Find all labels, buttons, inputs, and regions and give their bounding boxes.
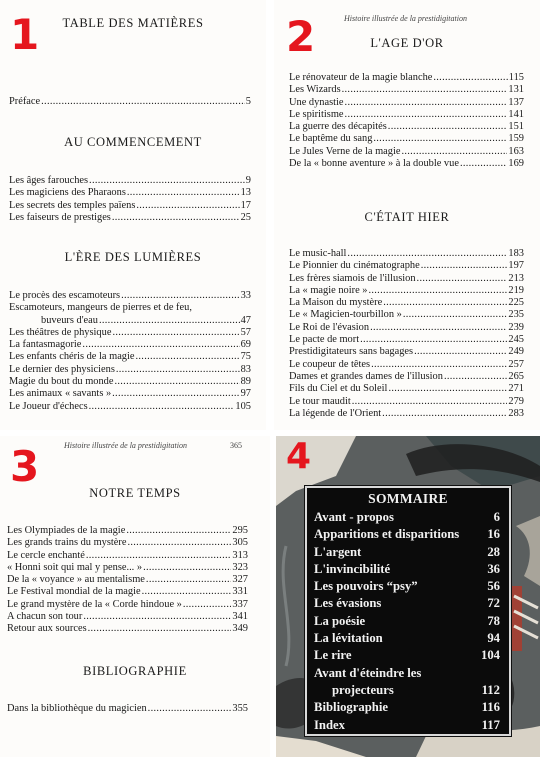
entry-page: 341 xyxy=(232,611,248,623)
entry-page: 323 xyxy=(232,561,248,573)
entry-page: 78 xyxy=(487,613,500,628)
toc-entry[interactable] xyxy=(7,537,248,549)
entry-title: Le rire xyxy=(314,648,352,663)
leader-dots xyxy=(388,121,508,133)
entry-title: « Honni soit qui mal y pense... » xyxy=(7,561,143,573)
entry-title: Bibliographie xyxy=(314,700,389,715)
toc-entry[interactable] xyxy=(7,611,248,623)
entry-title: Le Jules Verne de la magie xyxy=(289,145,401,157)
toc-entry[interactable] xyxy=(7,562,248,574)
entry-page: 271 xyxy=(508,383,524,395)
entry-title: Apparitions et disparitions xyxy=(314,527,460,542)
page-title: TABLE DES MATIÈRES xyxy=(62,16,204,30)
toc-entry[interactable] xyxy=(9,212,251,224)
running-head: Histoire illustrée de la prestidigitation xyxy=(344,14,467,23)
entry-title: Le cercle enchanté xyxy=(7,549,85,561)
entry-page: 56 xyxy=(487,579,500,594)
entry-title: La fantasmagorie xyxy=(9,339,82,351)
running-head: Histoire illustrée de la prestidigitation xyxy=(64,441,187,450)
leader-dots xyxy=(401,146,507,158)
toc-entry[interactable] xyxy=(289,97,524,109)
entry-page: 89 xyxy=(240,376,251,388)
toc-entry[interactable] xyxy=(7,574,248,586)
entry-title: La légende de l'Orient xyxy=(289,407,382,419)
toc-entry[interactable] xyxy=(7,586,248,598)
entry-title: Une dynastie xyxy=(289,96,344,108)
toc-entry[interactable] xyxy=(9,315,251,327)
leader-dots xyxy=(112,327,239,339)
entry-title: Le procès des escamoteurs xyxy=(9,290,121,301)
toc-entry[interactable] xyxy=(9,175,251,187)
entry-page: 69 xyxy=(240,339,251,351)
entry-title: Les évasions xyxy=(314,596,382,611)
entry-title: Les théâtres de physique xyxy=(9,326,112,338)
toc-entry[interactable] xyxy=(289,109,524,121)
entry-page: 331 xyxy=(232,586,248,598)
leader-dots xyxy=(112,212,240,224)
toc-entry[interactable] xyxy=(289,146,524,158)
section-heading: AU COMMENCEMENT xyxy=(64,135,202,149)
entry-page: 337 xyxy=(232,598,248,610)
entry-title: Les magiciens des Pharaons xyxy=(9,187,126,199)
sommaire-entry[interactable] xyxy=(314,647,502,664)
entry-title: Avant d'éteindre les xyxy=(314,665,422,680)
section-au-commencement xyxy=(9,175,251,224)
leader-dots xyxy=(414,346,507,358)
section-c-etait-hier xyxy=(289,248,524,420)
entry-title: Le baptême du sang xyxy=(289,133,373,145)
toc-entry[interactable] xyxy=(289,133,524,145)
toc-entry[interactable] xyxy=(7,550,248,562)
entry-title: Magie du bout du monde xyxy=(9,376,114,388)
entry-page: 163 xyxy=(508,145,524,157)
leader-dots xyxy=(121,290,240,302)
leader-dots xyxy=(88,623,232,635)
entry-page: 112 xyxy=(481,682,500,697)
entry-title: De la « bonne aventure » à la double vue xyxy=(289,158,459,170)
entry-page: 9 xyxy=(245,175,251,186)
section-heading: L'AGE D'OR xyxy=(370,36,444,50)
entry-title: Index xyxy=(314,717,346,732)
page-number: 365 xyxy=(230,441,242,450)
toc-entry[interactable] xyxy=(289,396,524,408)
leader-dots xyxy=(417,273,508,285)
entry-page: 16 xyxy=(487,527,500,542)
toc-entry[interactable] xyxy=(289,297,524,309)
entry-title: Le Pionnier du cinématographe xyxy=(289,260,420,272)
entry-page: 265 xyxy=(508,370,524,382)
leader-dots xyxy=(86,550,232,562)
leader-dots xyxy=(360,334,507,346)
sommaire-entry[interactable] xyxy=(314,509,502,526)
leader-dots xyxy=(114,376,239,388)
entry-page: 117 xyxy=(481,717,500,732)
leader-dots xyxy=(368,285,507,297)
entry-page: 225 xyxy=(508,297,524,309)
leader-dots xyxy=(83,611,231,623)
leader-dots xyxy=(82,339,239,351)
section-heading: NOTRE TEMPS xyxy=(89,486,181,500)
entry-page: 295 xyxy=(232,525,248,536)
toc-entry[interactable] xyxy=(9,351,251,363)
toc-page-2 xyxy=(274,0,540,430)
entry-title: De la « voyance » au mentalisme xyxy=(7,574,145,586)
entry-title: Prestidigitateurs sans bagages xyxy=(289,346,414,358)
entry-page: 327 xyxy=(232,574,248,586)
bleed-through-text xyxy=(8,60,11,72)
entry-title: Les secrets des temples païens xyxy=(9,199,136,211)
entry-title: buveurs d'eau xyxy=(41,314,98,326)
entry-title: La « magie noire » xyxy=(289,284,368,296)
section-heading: BIBLIOGRAPHIE xyxy=(83,664,187,678)
entry-page: 94 xyxy=(487,631,500,646)
entry-page: 36 xyxy=(487,561,500,576)
toc-page-3 xyxy=(0,436,270,757)
entry-title: Dames et grandes dames de l'illusion xyxy=(289,370,443,382)
entry-title: Le dernier des physiciens xyxy=(9,363,115,375)
sommaire-entry[interactable] xyxy=(314,526,502,543)
entry-page: 355 xyxy=(232,703,248,714)
entry-page: 141 xyxy=(508,108,524,120)
toc-entry[interactable] xyxy=(289,359,524,371)
entry-page: 75 xyxy=(240,351,251,363)
leader-dots xyxy=(143,562,231,574)
entry-title: Les enfants chéris de la magie xyxy=(9,351,135,363)
leader-dots xyxy=(345,109,508,121)
sommaire-entry[interactable] xyxy=(314,613,502,630)
sommaire-entry[interactable] xyxy=(314,665,502,682)
entry-title: Le rénovateur de la magie blanche xyxy=(289,72,433,83)
section-heading: C'ÉTAIT HIER xyxy=(364,210,450,224)
entry-page: 17 xyxy=(240,199,251,211)
entry-title: Les pouvoirs “psy” xyxy=(314,579,418,594)
entry-page: 116 xyxy=(481,700,500,715)
entry-page: 97 xyxy=(240,388,251,400)
entry-title: Le « Magicien-tourbillon » xyxy=(289,309,402,321)
leader-dots xyxy=(142,586,232,598)
leader-dots xyxy=(373,133,507,145)
entry-page: 245 xyxy=(508,334,524,346)
leader-dots xyxy=(444,371,507,383)
entry-title: L'argent xyxy=(314,544,362,559)
entry-title: Les Olympiades de la magie xyxy=(7,525,126,536)
entry-page: 249 xyxy=(508,346,524,358)
sommaire-entry[interactable] xyxy=(314,682,502,699)
toc-entry[interactable] xyxy=(9,187,251,199)
entry-title: Le music-hall xyxy=(289,248,347,259)
entry-page: 283 xyxy=(508,407,524,419)
entry-title: Le Roi de l'évasion xyxy=(289,321,370,333)
entry-page: 57 xyxy=(240,326,251,338)
entry-page: 235 xyxy=(508,309,524,321)
sommaire-entry[interactable] xyxy=(314,630,502,647)
leader-dots xyxy=(421,260,508,272)
leader-dots xyxy=(127,537,231,549)
toc-entry-preface[interactable] xyxy=(9,96,251,108)
toc-entry[interactable] xyxy=(289,285,524,297)
entry-title: L'invincibilité xyxy=(314,561,391,576)
sommaire-box xyxy=(305,486,511,736)
toc-entry[interactable] xyxy=(289,371,524,383)
entry-page: 25 xyxy=(240,211,251,223)
toc-entry[interactable] xyxy=(9,200,251,212)
entry-page: 213 xyxy=(508,272,524,284)
entry-title: Dans la bibliothèque du magicien xyxy=(7,703,147,714)
leader-dots xyxy=(89,401,235,413)
toc-entry[interactable] xyxy=(289,346,524,358)
entry-title: Les faiseurs de prestiges xyxy=(9,211,111,223)
toc-entry[interactable] xyxy=(289,383,524,395)
leader-dots xyxy=(347,248,507,260)
entry-title: Les grands trains du mystère xyxy=(7,537,127,549)
leader-dots xyxy=(89,175,245,187)
leader-dots xyxy=(383,297,507,309)
entry-page: 104 xyxy=(480,648,500,663)
section-notre-temps xyxy=(7,525,248,636)
sommaire-entry[interactable] xyxy=(314,561,502,578)
entry-page: 5 xyxy=(245,96,251,107)
toc-entry[interactable] xyxy=(289,158,524,170)
entry-title: Le pacte de mort xyxy=(289,334,360,346)
entry-page: 13 xyxy=(240,187,251,199)
leader-dots xyxy=(352,396,508,408)
entry-page: 279 xyxy=(508,395,524,407)
red-marker-2: 2 xyxy=(286,12,316,61)
sommaire-entry[interactable] xyxy=(314,544,502,561)
entry-title: Le Festival mondial de la magie xyxy=(7,586,141,598)
leader-dots xyxy=(112,388,239,400)
entry-page: 6 xyxy=(493,510,500,524)
entry-page: 47 xyxy=(240,314,251,326)
leader-dots xyxy=(136,200,239,212)
entry-title: La lévitation xyxy=(314,631,383,646)
entry-title: Escamoteurs, mangeurs de pierres et de feu, xyxy=(9,302,192,314)
section-heading: L'ÈRE DES LUMIÈRES xyxy=(64,250,202,264)
leader-dots xyxy=(345,97,508,109)
toc-entry[interactable] xyxy=(289,273,524,285)
entry-title: La Maison du mystère xyxy=(289,297,383,309)
intro-list xyxy=(9,96,251,108)
entry-page: 313 xyxy=(232,549,248,561)
entry-title: projecteurs xyxy=(332,682,394,697)
red-marker-4: 4 xyxy=(286,436,312,477)
entry-page: 83 xyxy=(240,363,251,375)
leader-dots xyxy=(371,359,507,371)
toc-entry[interactable] xyxy=(289,260,524,272)
entry-title: Les frères siamois de l'illusion xyxy=(289,272,416,284)
entry-title: Le grand mystère de la « Corde hindoue » xyxy=(7,598,182,610)
entry-title: Le Joueur d'échecs xyxy=(9,400,88,412)
leader-dots xyxy=(388,383,507,395)
entry-title: Le tour maudit xyxy=(289,395,351,407)
sommaire-title: SOMMAIRE xyxy=(368,491,448,506)
entry-page: 349 xyxy=(232,623,248,635)
entry-page: 169 xyxy=(508,158,524,170)
entry-page: 72 xyxy=(487,596,500,611)
leader-dots xyxy=(382,408,507,420)
leader-dots xyxy=(370,322,507,334)
toc-entry[interactable] xyxy=(289,309,524,321)
toc-entry[interactable] xyxy=(289,121,524,133)
toc-entry[interactable] xyxy=(9,388,251,400)
toc-entry[interactable] xyxy=(9,339,251,351)
entry-page: 159 xyxy=(508,133,524,145)
toc-entry[interactable] xyxy=(289,84,524,96)
leader-dots xyxy=(127,187,240,199)
sommaire-entry[interactable] xyxy=(314,699,502,716)
entry-title: Avant - propos xyxy=(314,510,394,524)
sommaire-cover xyxy=(276,436,540,757)
leader-dots xyxy=(116,364,240,376)
entry-title: La guerre des décapités xyxy=(289,121,387,133)
entry-page: 151 xyxy=(508,121,524,133)
entry-title: A chacun son tour xyxy=(7,611,83,623)
sommaire-entry[interactable] xyxy=(314,578,502,595)
entry-page: 33 xyxy=(240,290,251,301)
entry-page: 183 xyxy=(508,248,524,259)
leader-dots xyxy=(146,574,231,586)
entry-title: Les Wizards xyxy=(289,84,341,96)
red-marker-3: 3 xyxy=(10,442,40,491)
entry-title: Préface xyxy=(9,96,41,107)
toc-entry[interactable] xyxy=(289,408,524,420)
sommaire-entry[interactable] xyxy=(314,595,502,612)
leader-dots xyxy=(433,72,507,84)
section-ere-des-lumieres xyxy=(9,290,251,413)
entry-page: 197 xyxy=(508,260,524,272)
toc-entry[interactable] xyxy=(7,703,248,715)
entry-page: 131 xyxy=(508,84,524,96)
toc-entry[interactable] xyxy=(289,248,524,260)
leader-dots xyxy=(126,525,231,537)
toc-entry[interactable] xyxy=(9,290,251,302)
entry-page: 105 xyxy=(235,400,251,412)
toc-entry[interactable] xyxy=(7,525,248,537)
toc-page-1 xyxy=(0,0,266,430)
leader-dots xyxy=(460,158,507,170)
toc-entry[interactable] xyxy=(7,623,248,635)
toc-entry[interactable] xyxy=(9,302,251,314)
entry-title: Les âges farouches xyxy=(9,175,89,186)
toc-entry[interactable] xyxy=(9,364,251,376)
toc-entry[interactable] xyxy=(7,599,248,611)
leader-dots xyxy=(99,315,240,327)
leader-dots xyxy=(183,599,232,611)
leader-dots xyxy=(403,309,508,321)
red-marker-1: 1 xyxy=(10,10,40,59)
leader-dots xyxy=(41,96,245,108)
entry-page: 137 xyxy=(508,96,524,108)
entry-page: 239 xyxy=(508,321,524,333)
entry-page: 305 xyxy=(232,537,248,549)
toc-entry[interactable] xyxy=(9,401,251,413)
leader-dots xyxy=(342,84,508,96)
entry-page: 219 xyxy=(508,284,524,296)
entry-page: 257 xyxy=(508,358,524,370)
entry-title: Retour aux sources xyxy=(7,623,87,635)
entry-title: La poésie xyxy=(314,613,366,628)
toc-entry[interactable] xyxy=(289,72,524,84)
entry-title: Fils du Ciel et du Soleil xyxy=(289,383,388,395)
toc-entry[interactable] xyxy=(9,327,251,339)
toc-entry[interactable] xyxy=(289,322,524,334)
entry-title: Le spiritisme xyxy=(289,108,344,120)
leader-dots xyxy=(148,703,232,715)
entry-page: 115 xyxy=(508,72,524,83)
leader-dots xyxy=(136,351,240,363)
entry-title: Le coupeur de têtes xyxy=(289,358,371,370)
entry-title: Les animaux « savants » xyxy=(9,388,112,400)
entry-page: 28 xyxy=(487,544,500,559)
toc-entry[interactable] xyxy=(9,376,251,388)
sommaire-list xyxy=(314,509,502,734)
toc-entry[interactable] xyxy=(289,334,524,346)
section-bibliographie xyxy=(7,703,248,715)
sommaire-entry[interactable] xyxy=(314,717,502,734)
section-age-d-or xyxy=(289,72,524,170)
